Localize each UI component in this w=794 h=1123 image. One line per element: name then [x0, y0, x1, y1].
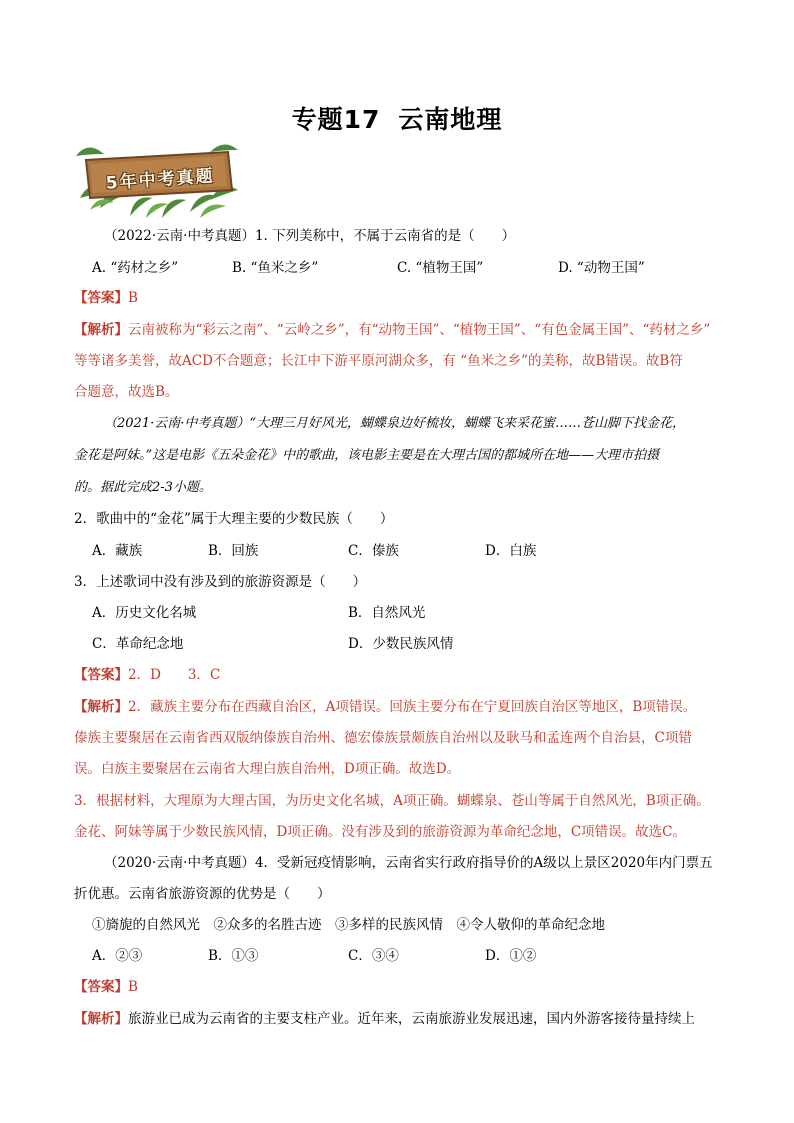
q1-option-d: D. “动物王国” — [558, 260, 645, 276]
analysis-text: 2．藏族主要分布在西藏自治区，A项错误。回族主要分布在宁夏回族自治区等地区，B项错误。 — [128, 699, 697, 715]
q3-option-d: D．少数民族风情 — [348, 636, 454, 652]
answer-label: 【答案】 — [74, 979, 128, 995]
q4-option-c: C．③④ — [348, 948, 399, 964]
q4-stem: （2020·云南·中考真题）4．受新冠疫情影响，云南省实行政府指导价的A级以上景区2020年内门票五 — [104, 855, 713, 871]
title-name: 云南地理 — [398, 105, 503, 134]
q2-stem: 2．歌曲中的“金花”属于大理主要的少数民族（ ） — [74, 511, 394, 527]
passage-line: 的。据此完成2-3小题。 — [74, 480, 212, 495]
analysis-label: 【解析】 — [74, 1011, 128, 1027]
q1-option-a: A. “药材之乡” — [92, 260, 179, 276]
answer-value: B — [128, 290, 138, 306]
answer-label: 【答案】 — [74, 290, 128, 306]
title-number: 专题17 — [291, 105, 381, 134]
q23-analysis-line: 金花、阿妹等属于少数民族风情，D项正确。没有涉及到的旅游资源为革命纪念地，C项错误。故选C。 — [74, 824, 686, 840]
answer-value: 2．D 3．C — [128, 667, 221, 683]
q23-analysis-line — [74, 697, 696, 717]
analysis-text: 云南被称为“彩云之南”、“云岭之乡”，有“动物王国”、“植物王国”、“有色金属王国”、“药材之乡” — [128, 322, 711, 338]
q4-option-d: D．①② — [485, 948, 537, 964]
q1-option-c: C. “植物王国” — [397, 260, 484, 276]
q4-option-b: B．①③ — [208, 948, 259, 964]
q1-stem: （2022·云南·中考真题）1. 下列美称中，不属于云南省的是（ ） — [104, 228, 516, 244]
answer-value: B — [128, 979, 138, 995]
q1-analysis-line — [74, 320, 710, 340]
badge-label: 5年中考真题 — [105, 165, 216, 194]
q2-option-a: A．藏族 — [92, 543, 143, 559]
q4-analysis-line — [74, 1009, 695, 1029]
analysis-text: 旅游业已成为云南省的主要支柱产业。近年来，云南旅游业发展迅速，国内外游客接待量持续上 — [128, 1011, 695, 1027]
q1-option-b: B. “鱼米之乡” — [232, 260, 319, 276]
q23-answer — [74, 665, 220, 685]
passage-line: （2021·云南·中考真题）“大理三月好风光，蝴蝶泉边好梳妆，蝴蝶飞来采花蜜……苍山脚下找金花， — [104, 416, 685, 431]
q4-items: ①旖旎的自然风光 ②众多的名胜古迹 ③多样的民族风情 ④令人敬仰的革命纪念地 — [92, 917, 605, 933]
q3-option-b: B．自然风光 — [348, 605, 426, 621]
q2-option-c: C．傣族 — [348, 543, 399, 559]
q23-analysis-line: 3．根据材料，大理原为大理古国，为历史文化名城，A项正确。蝴蝶泉、苍山等属于自然风光，B项正确。 — [74, 793, 710, 809]
passage-line: 金花是阿妹。”这是电影《五朵金花》中的歌曲，该电影主要是在大理古国的都城所在地——大理市拍摄 — [74, 448, 660, 463]
q1-analysis-line: 合题意，故选B。 — [74, 384, 179, 400]
q4-stem: 折优惠。云南省旅游资源的优势是（ ） — [74, 886, 331, 902]
q1-answer — [74, 288, 138, 308]
q4-answer — [74, 977, 138, 997]
q23-analysis-line: 傣族主要聚居在云南省西双版纳傣族自治州、德宏傣族景颇族自治州以及耿马和孟连两个自治县，C项错 — [74, 730, 692, 746]
q2-option-d: D．白族 — [485, 543, 537, 559]
q1-analysis-line: 等等诸多美誉，故ACD不合题意；长江中下游平原河湖众多，有 “鱼米之乡”的美称，故B错误。故B符 — [74, 353, 683, 369]
q3-stem: 3．上述歌词中没有涉及到的旅游资源是（ ） — [74, 574, 367, 590]
q3-option-c: C．革命纪念地 — [92, 636, 184, 652]
analysis-label: 【解析】 — [74, 699, 128, 715]
section-badge — [70, 138, 242, 220]
q23-analysis-line: 误。白族主要聚居在云南省大理白族自治州，D项正确。故选D。 — [74, 761, 461, 777]
q2-option-b: B．回族 — [208, 543, 259, 559]
analysis-label: 【解析】 — [74, 322, 128, 338]
q4-option-a: A．②③ — [92, 948, 143, 964]
q3-option-a: A．历史文化名城 — [92, 605, 197, 621]
page-title — [0, 100, 794, 136]
answer-label: 【答案】 — [74, 667, 128, 683]
